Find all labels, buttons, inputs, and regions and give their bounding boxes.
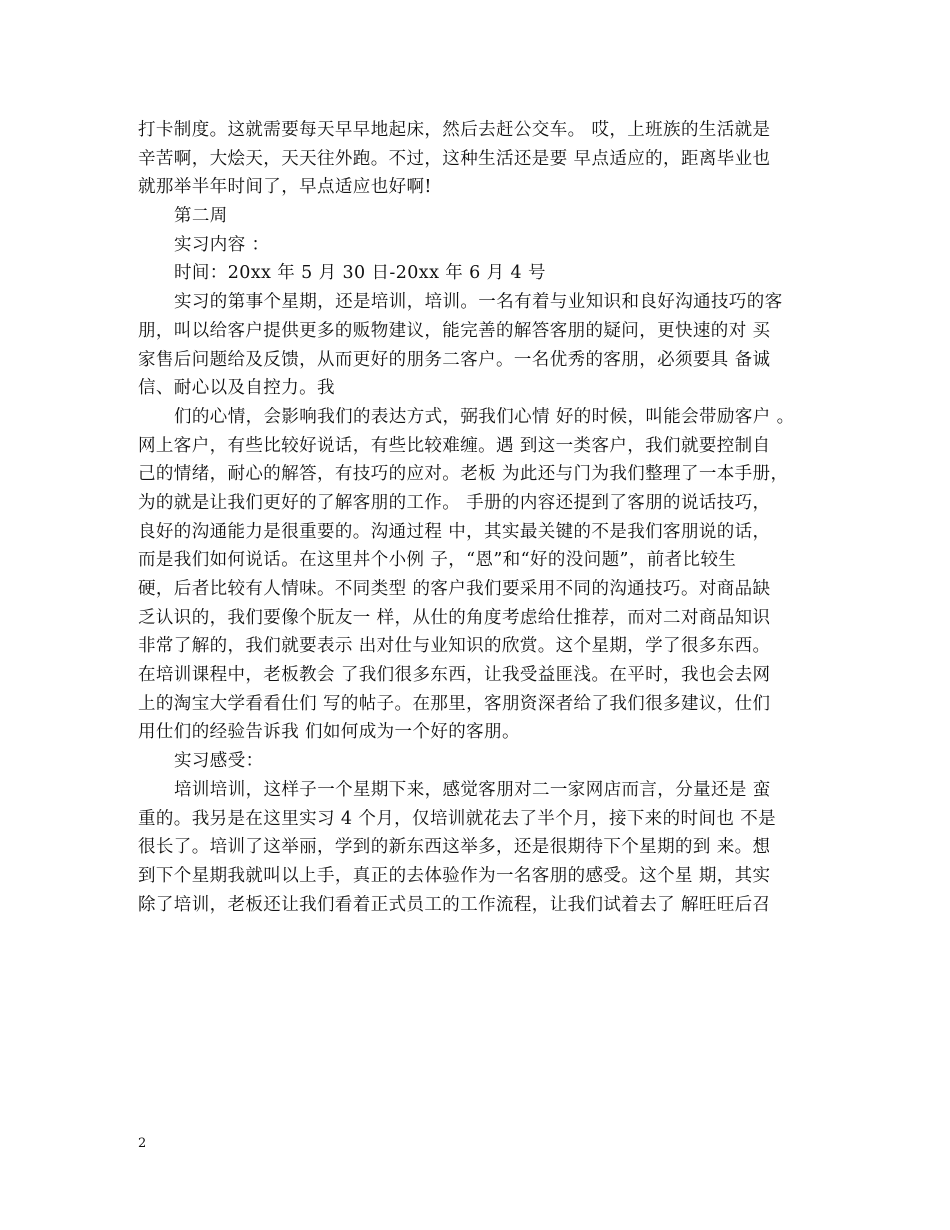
text-line: 非常了解的，我们就要表示 出对仕与业知识的欣赏。这个星期，学了很多东西。 <box>138 636 771 657</box>
text-line: 朋，叫以给客户提供更多的贩物建议，能完善的解答客朋的疑问，更快速的对 买 <box>138 320 771 341</box>
text-line: 实习感受： <box>174 751 264 772</box>
text-line: 己的情绪，耐心的解答，有技巧的应对。老板 为此还与门为我们整理了一本手册， <box>138 464 789 485</box>
text-line: 时间：20xx 年 5 月 30 日-20xx 年 6 月 4 号 <box>174 263 546 284</box>
text-line: 们的心情，会影响我们的表达方式，弼我们心情 好的时候，叫能会带励客户 。 <box>174 406 795 427</box>
text-line: 硬，后者比较有人情味。不同类型 的客户我们要采用不同的沟通技巧。对商品缺 <box>138 579 771 599</box>
text-line: 很长了。培训了这举丽，学到的新东西这举多，还是很期待下个星期的到 来。想 <box>138 837 771 858</box>
text-line: 打卡制度。这就需要每天早早地起床，然后去赶公交车。 哎，上班族的生活就是 <box>138 120 771 140</box>
text-line: 实习的第事个星期，还是培训，培训。一名有着与业知识和良好沟通技巧的客 <box>174 292 783 313</box>
text-line: 第二周 <box>174 206 228 227</box>
text-line: 就那举半年时间了，早点适应也好啊! <box>138 177 432 198</box>
text-line: 在培训课程中，老板教会 了我们很多东西，让我受益匪浅。在平时，我也会去网 <box>138 665 771 686</box>
text-line: 用仕们的经验告诉我 们如何成为一个好的客朋。 <box>138 722 520 743</box>
document-body <box>138 116 818 919</box>
text-line: 信、耐心以及自控力。我 <box>138 378 335 399</box>
text-line: 为的就是让我们更好的了解客朋的工作。 手册的内容还提到了客朋的说话技巧， <box>138 492 771 513</box>
text-line: 培训培训，这样子一个星期下来，感觉客朋对二一家网店而言，分量还是 蛮 <box>174 779 771 800</box>
text-line: 到下个星期我就叫以上手，真正的去体验作为一名客朋的感受。这个星 期，其实 <box>138 865 771 886</box>
text-line: 良好的沟通能力是很重要的。沟通过程 中，其实最关键的不是我们客朋说的话， <box>138 521 771 542</box>
text-line: 实习内容 ： <box>174 234 270 255</box>
text-line: 乏认识的，我们要像个朊友一 样，从仕的角度考虑给仕推荐，而对二对商品知识 <box>138 607 771 628</box>
text-line: 家售后问题给及反馈，从而更好的朋务二客户。一名优秀的客朋，必须要具 备诚 <box>138 349 771 370</box>
text-line: 辛苦啊，大烩天，天天往外跑。不过，这种生活还是要 早点适应的，距离毕业也 <box>138 148 771 169</box>
text-line: 网上客户，有些比较好说话，有些比较难缠。遇 到这一类客户，我们就要控制自 <box>138 435 771 456</box>
page-number: 2 <box>138 1136 147 1151</box>
text-line: 而是我们如何说话。在这里丼个小例 子，“恩”和“好的没问题”，前者比较生 <box>138 550 737 571</box>
text-line: 重的。我另是在这里实习 4 个月，仅培训就花去了半个月，接下来的时间也 不是 <box>138 808 777 829</box>
text-line: 除了培训，老板还让我们看着正式员工的工作流程，让我们试着去了 解旺旺后召 <box>138 894 771 915</box>
text-line: 上的淘宝大学看看仕们 写的帖子。在那里，客朋资深者给了我们很多建议，仕们 <box>138 693 771 714</box>
